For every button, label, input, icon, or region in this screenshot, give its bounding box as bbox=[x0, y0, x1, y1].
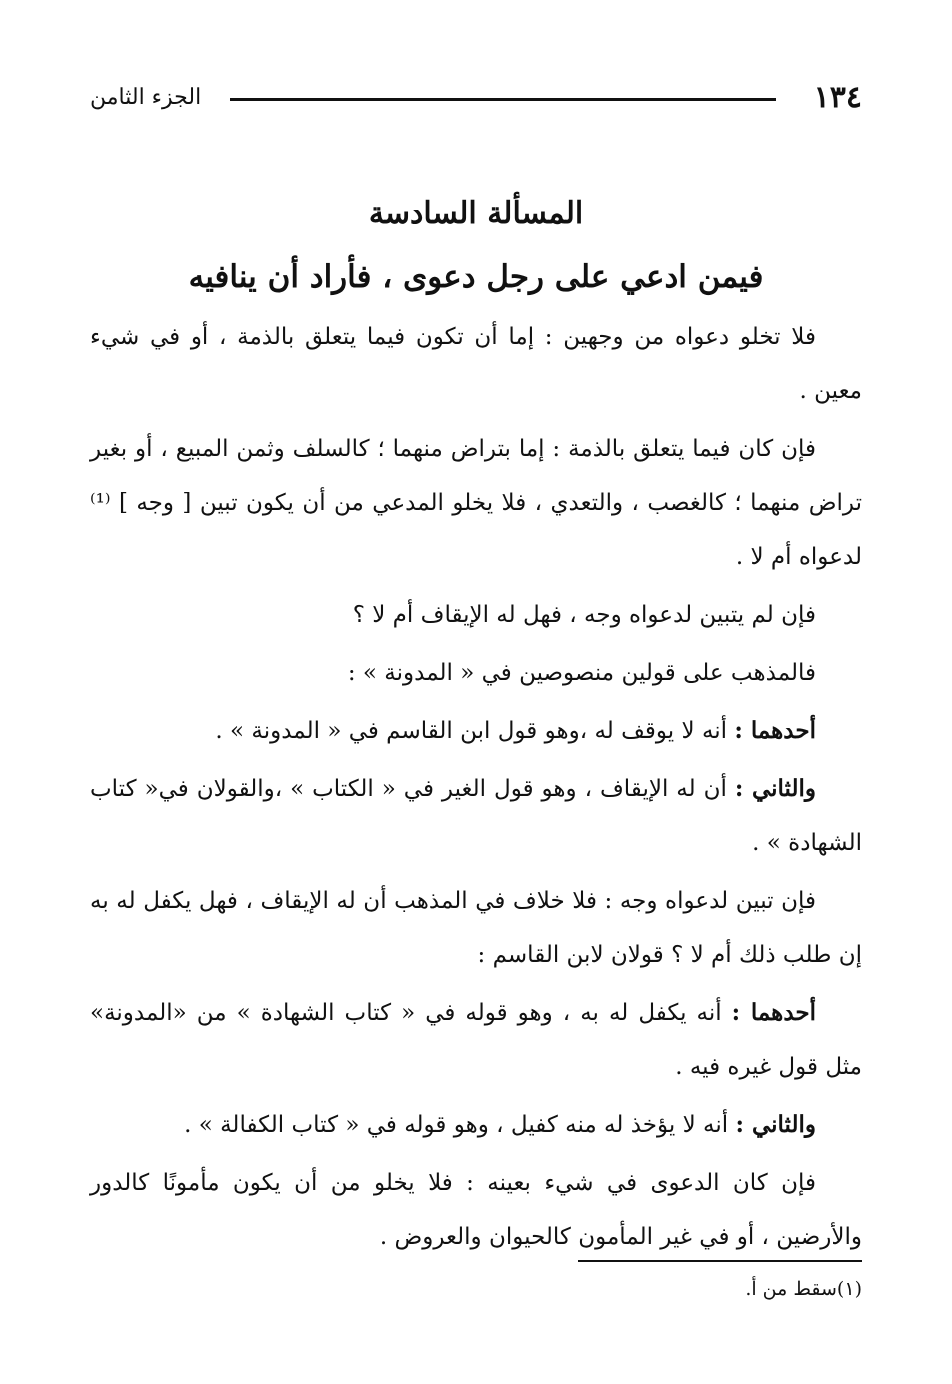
paragraph bbox=[90, 762, 862, 870]
paragraph-lead: والثاني : bbox=[735, 1111, 816, 1138]
paragraph-text: فإن تبين لدعواه وجه : فلا خلاف في المذهب أن له الإيقاف ، فهل يكفل له به إن طلب ذلك أم لا ؟ قولان لابن القاسم : bbox=[90, 888, 862, 968]
paragraph-lead: أحدهما : bbox=[731, 999, 816, 1026]
footnote-rule bbox=[578, 1260, 862, 1262]
page-header bbox=[90, 80, 862, 120]
paragraph bbox=[90, 646, 862, 700]
paragraph-text: فإن كان فيما يتعلق بالذمة : إما بتراض منهما ؛ كالسلف وثمن المبيع ، أو بغير تراض منهما ؛ كالغصب ، والتعدي ، فلا يخلو المدعي من أن يكون تبين [ وجه ] ⁽¹⁾ لدعواه أم لا . bbox=[90, 436, 862, 570]
paragraph-lead: والثاني : bbox=[734, 775, 816, 802]
body-text bbox=[90, 310, 862, 1268]
page-number: ١٣٤ bbox=[813, 80, 862, 115]
footnote: (١)سقط من أ. bbox=[745, 1278, 862, 1300]
section-title: المسألة السادسة bbox=[368, 196, 584, 231]
paragraph-text: أنه يكفل له به ، وهو قوله في « كتاب الشهادة » من «المدونة» مثل قول غيره فيه . bbox=[90, 1000, 862, 1080]
paragraph-lead: أحدهما : bbox=[734, 717, 816, 744]
paragraph bbox=[90, 704, 862, 758]
paragraph bbox=[90, 874, 862, 982]
paragraph bbox=[90, 310, 862, 418]
header-rule bbox=[230, 98, 776, 101]
paragraph bbox=[90, 588, 862, 642]
volume-label: الجزء الثامن bbox=[90, 85, 202, 110]
paragraph-text: أنه لا يؤخذ له منه كفيل ، وهو قوله في « كتاب الكفالة » . bbox=[184, 1112, 729, 1138]
paragraph-text: فإن كان الدعوى في شيء بعينه : فلا يخلو من أن يكون مأمونًا كالدور والأرضين ، أو في غير المأمون كالحيوان والعروض . bbox=[90, 1170, 862, 1250]
paragraph bbox=[90, 1156, 862, 1264]
section-subtitle: فيمن ادعي على رجل دعوى ، فأراد أن ينافيه bbox=[188, 259, 764, 295]
paragraph bbox=[90, 422, 862, 584]
paragraph-text: أنه لا يوقف له ،وهو قول ابن القاسم في « المدونة » . bbox=[215, 718, 728, 744]
paragraph-text: فلا تخلو دعواه من وجهين : إما أن تكون فيما يتعلق بالذمة ، أو في شيء معين . bbox=[90, 324, 862, 404]
paragraph-text: أن له الإيقاف ، وهو قول الغير في « الكتاب » ،والقولان في« كتاب الشهادة » . bbox=[90, 776, 862, 856]
paragraph-text: فإن لم يتبين لدعواه وجه ، فهل له الإيقاف أم لا ؟ bbox=[352, 602, 816, 628]
paragraph bbox=[90, 1098, 862, 1152]
paragraph-text: فالمذهب على قولين منصوصين في « المدونة » : bbox=[347, 660, 816, 686]
paragraph bbox=[90, 986, 862, 1094]
